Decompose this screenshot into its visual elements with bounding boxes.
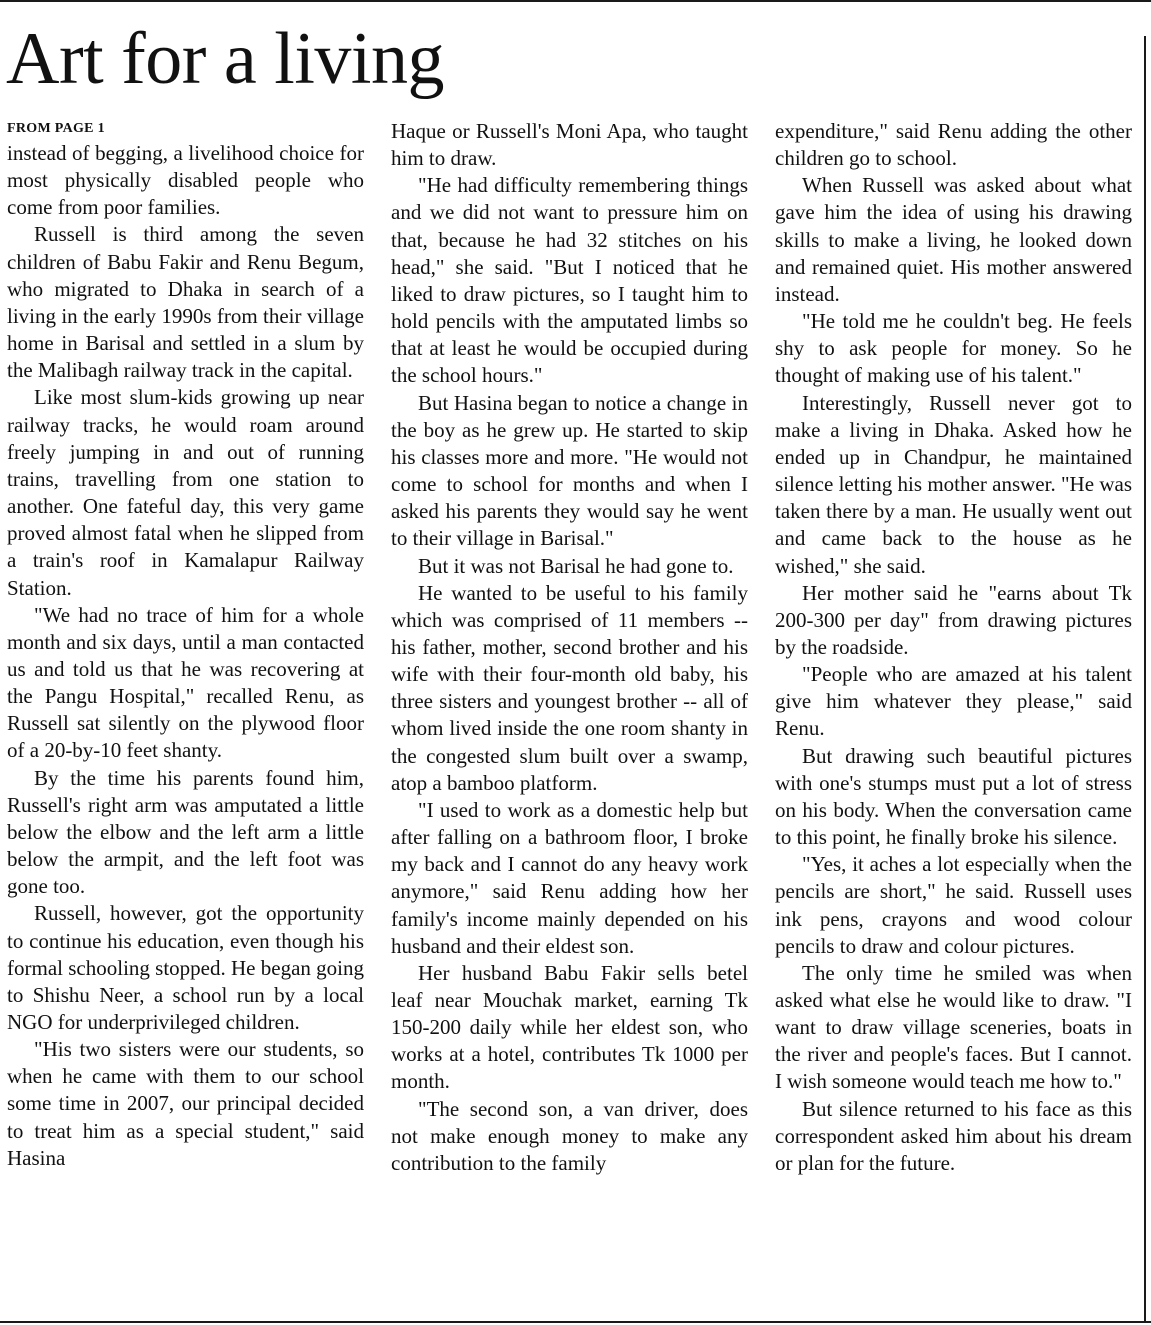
kicker-from-page: FROM PAGE 1 (7, 121, 105, 136)
paragraph: Haque or Russell's Moni Apa, who taught him to draw. (391, 119, 748, 171)
paragraph: But it was not Barisal he had gone to. (418, 553, 734, 578)
paragraph: "Yes, it aches a lot especially when the pencils are short," he said. Russell uses ink pens, crayons and wood colour pencils to draw and colour pictures. (775, 852, 1132, 958)
article-column-2 (391, 118, 748, 1177)
paragraph: Her mother said he "earns about Tk 200-300 per day" from drawing pictures by the roadside. (775, 580, 1132, 659)
paragraph: But silence returned to his face as this correspondent asked him about his dream or plan for the future. (775, 1096, 1132, 1175)
bottom-rule (0, 1321, 1151, 1323)
paragraph: Her husband Babu Fakir sells betel leaf near Mouchak market, earning Tk 150-200 daily while her eldest son, who works at a hotel, contributes Tk 1000 per month. (391, 960, 748, 1094)
paragraph: Like most slum-kids growing up near railway tracks, he would roam around freely jumping in and out of running trains, travelling from one station to another. One fateful day, this very game proved almost fatal when he slipped from a train's roof in Kamalapur Railway Station. (7, 385, 364, 600)
paragraph: "People who are amazed at his talent give him whatever they please," said Renu. (775, 662, 1132, 741)
paragraph: But Hasina began to notice a change in the boy as he grew up. He started to skip his classes more and more. "He would not come to school for months and when I asked his parents they would say he went to their village in Barisal." (391, 390, 748, 551)
paragraph: He wanted to be useful to his family which was comprised of 11 members -- his father, mother, second brother and his wife with their four-month old baby, his three sisters and youngest brother -- all of whom lived inside the one room shanty in the congested slum built over a swamp, atop a bamboo platform. (391, 580, 748, 795)
paragraph: "We had no trace of him for a whole month and six days, until a man contacted us and told us that he was recovering at the Pangu Hospital," recalled Renu, as Russell sat silently on the plywood floor of a 20-by-10 feet shanty. (7, 602, 364, 763)
paragraph: But drawing such beautiful pictures with one's stumps must put a lot of stress on his body. When the conversation came to this point, he finally broke his silence. (775, 743, 1132, 850)
paragraph: "He told me he couldn't beg. He feels shy to ask people for money. So he thought of making use of his talent." (775, 309, 1132, 388)
paragraph: "The second son, a van driver, does not make enough money to make any contribution to the family (391, 1096, 748, 1175)
paragraph: Interestingly, Russell never got to make a living in Dhaka. Asked how he ended up in Chandpur, he maintained silence letting his mother answer. "He was taken there by a man. He usually went out and came back to the house as he wished," she said. (775, 390, 1132, 578)
article-column-3 (775, 118, 1132, 1177)
paragraph: Russell, however, got the opportunity to continue his education, even though his formal schooling stopped. He began going to Shishu Neer, a school run by a local NGO for underprivileged children. (7, 901, 364, 1034)
paragraph: "I used to work as a domestic help but after falling on a bathroom floor, I broke my back and I cannot do any heavy work anymore," said Renu adding how her family's income mainly depended on his husband and their eldest son. (391, 797, 748, 958)
paragraph: Russell is third among the seven children of Babu Fakir and Renu Begum, who migrated to Dhaka in search of a living in the early 1990s from their village home in Barisal and settled in a slum by the Malibagh railway track in the capital. (7, 222, 364, 383)
paragraph: "He had difficulty remembering things and we did not want to pressure him on that, because he had 32 stitches on his head," she said. "But I noticed that he liked to draw pictures, so I taught him to hold pencils with the amputated limbs so that at least he would be occupied during the school hours." (391, 173, 748, 388)
article-column-1 (7, 140, 364, 1172)
paragraph: "His two sisters were our students, so when he came with them to our school some time in 2007, our principal decided to treat him as a special student," said Hasina (7, 1037, 364, 1170)
paragraph: instead of begging, a livelihood choice for most physically disabled people who come from poor families. (7, 141, 364, 220)
right-column-rule (1144, 36, 1146, 1321)
paragraph: By the time his parents found him, Russell's right arm was amputated a little below the elbow and the left arm a little below the armpit, and the left foot was gone too. (7, 765, 364, 899)
paragraph: When Russell was asked about what gave him the idea of using his drawing skills to make a living, he looked down and remained quiet. His mother answered instead. (775, 173, 1132, 306)
paragraph: expenditure," said Renu adding the other children go to school. (775, 119, 1132, 171)
top-rule (0, 0, 1151, 2)
paragraph: The only time he smiled was when asked what else he would like to draw. "I want to draw village sceneries, boats in the river and people's faces. But I cannot. I wish someone would teach me how to." (775, 960, 1132, 1094)
headline: Art for a living (6, 18, 444, 100)
